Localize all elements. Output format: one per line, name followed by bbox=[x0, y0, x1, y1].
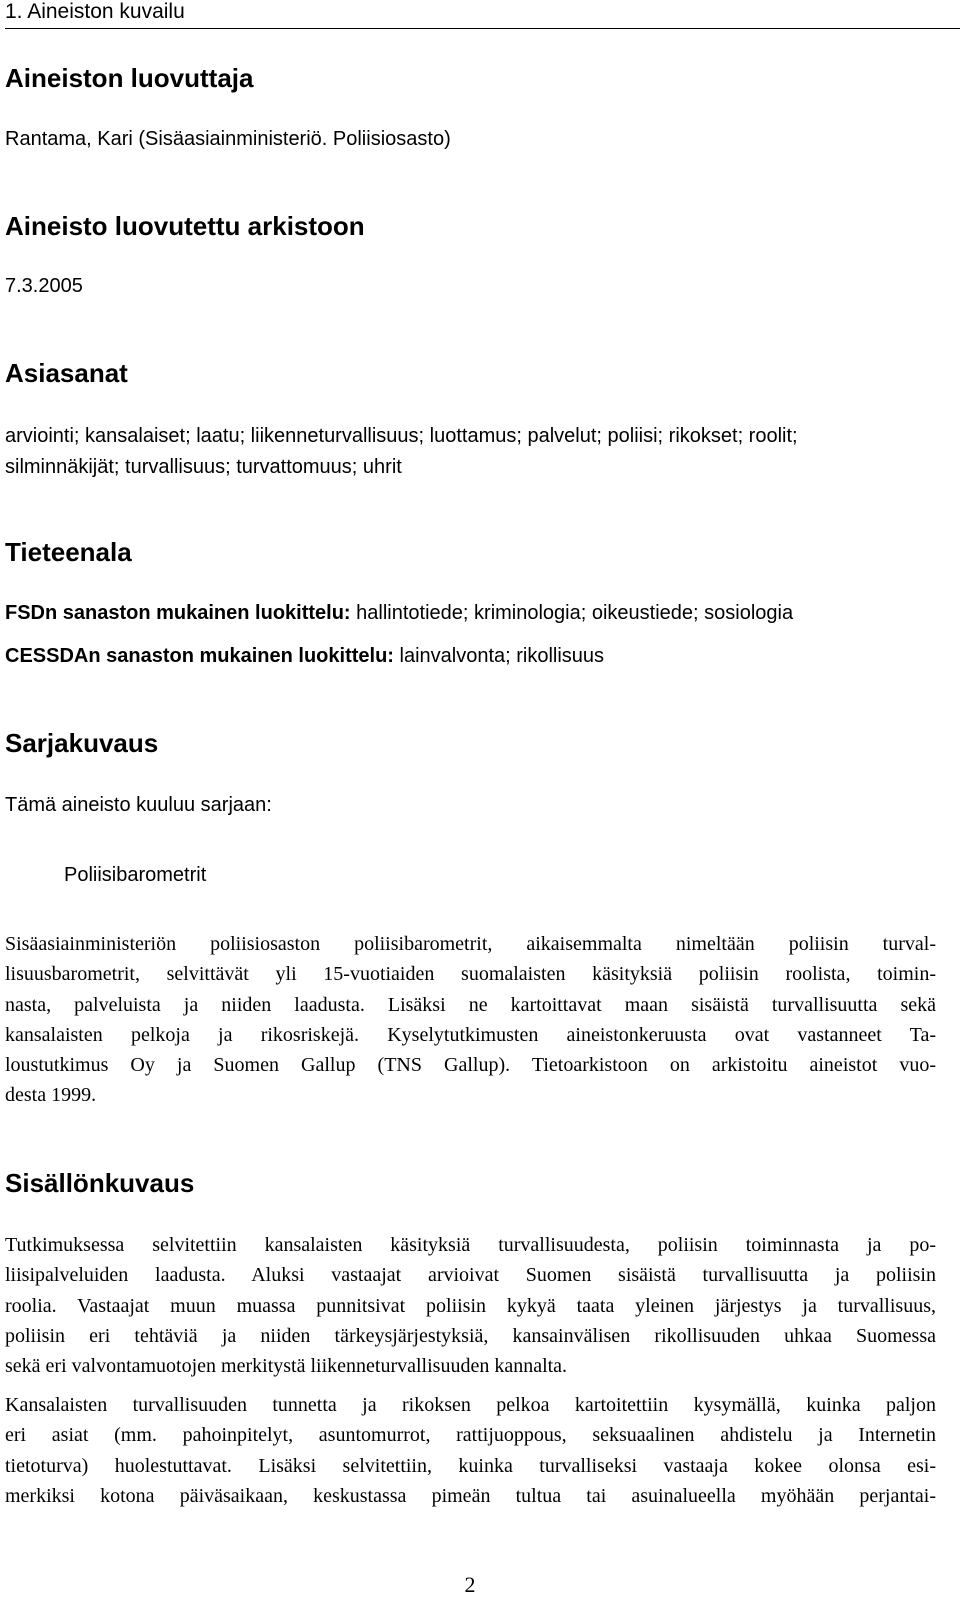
fsd-classification bbox=[5, 598, 955, 628]
heading-sarjakuvaus: Sarjakuvaus bbox=[5, 728, 159, 758]
keywords-line-2: silminnäkijät; turvallisuus; turvattomuus; uhrit bbox=[5, 456, 402, 478]
series-description-line: loustutkimus Oy ja Suomen Gallup (TNS Gallup). Tietoarkistoon on arkistoitu aineistot vuo- bbox=[5, 1054, 936, 1077]
content-paragraph-line: eri asiat (mm. pahoinpitelyt, asuntomurrot, rattijuoppous, seksuaalinen ahdistelu ja Internetin bbox=[5, 1424, 936, 1447]
series-name: Poliisibarometrit bbox=[64, 864, 207, 886]
heading-asiasanat: Asiasanat bbox=[5, 358, 128, 388]
luovutus-date: 7.3.2005 bbox=[5, 275, 83, 297]
fsd-classification-value: hallintotiede; kriminologia; oikeustiede; sosiologia bbox=[356, 602, 794, 624]
content-paragraph-line: poliisin eri tehtäviä ja niiden tärkeysjärjestyksiä, kansainvälisen rikollisuuden uhkaa Suomessa bbox=[5, 1324, 936, 1347]
series-description bbox=[5, 929, 936, 1111]
content-paragraph-1 bbox=[5, 1230, 936, 1381]
series-description-line: lisuusbarometrit, selvittävät yli 15-vuotiaiden suomalaisten käsityksiä poliisin roolista, toimin- bbox=[5, 963, 936, 986]
content-paragraph-line: liisipalveluiden laadusta. Aluksi vastaajat arvioivat Suomen sisäistä turvallisuutta ja poliisin bbox=[5, 1264, 936, 1287]
heading-aineiston-luovuttaja: Aineiston luovuttaja bbox=[5, 63, 254, 93]
content-paragraph-line: tietoturva) huolestuttavat. Lisäksi selvitettiin, kuinka turvalliseksi vastaaja kokee olonsa esi- bbox=[5, 1454, 936, 1477]
cessda-classification bbox=[5, 641, 955, 671]
cessda-classification-label: CESSDAn sanaston mukainen luokittelu: bbox=[5, 645, 394, 667]
luovuttaja-value: Rantama, Kari (Sisäasiainministeriö. Poliisiosasto) bbox=[5, 128, 451, 150]
content-paragraph-line: Tutkimuksessa selvitettiin kansalaisten käsityksiä turvallisuudesta, poliisin toiminnasta ja po- bbox=[5, 1234, 936, 1256]
content-paragraph-line: Kansalaisten turvallisuuden tunnetta ja rikoksen pelkoa kartoitettiin kysymällä, kuinka paljon bbox=[5, 1394, 936, 1416]
heading-tieteenala: Tieteenala bbox=[5, 537, 132, 567]
content-paragraph-line: sekä eri valvontamuotojen merkitystä liikenneturvallisuuden kannalta. bbox=[5, 1355, 568, 1378]
series-description-line: nasta, palveluista ja niiden laadusta. Lisäksi ne kartoittavat maan sisäistä turvallisuutta sekä bbox=[5, 993, 936, 1016]
content-paragraph-2 bbox=[5, 1390, 936, 1511]
running-header: 1. Aineiston kuvailu bbox=[5, 0, 960, 29]
series-description-line: kansalaisten pelkoja ja rikosriskejä. Kyselytutkimusten aineistonkeruusta ovat vastanneet Ta- bbox=[5, 1023, 936, 1046]
series-intro: Tämä aineisto kuuluu sarjaan: bbox=[5, 794, 272, 816]
heading-sisallonkuvaus: Sisällönkuvaus bbox=[5, 1168, 195, 1198]
cessda-classification-value: lainvalvonta; rikollisuus bbox=[399, 645, 605, 667]
keywords-line-1: arviointi; kansalaiset; laatu; liikenneturvallisuus; luottamus; palvelut; poliisi; rikokset; roolit; bbox=[5, 425, 798, 447]
series-description-line: desta 1999. bbox=[5, 1084, 97, 1107]
page-number: 2 bbox=[464, 1572, 476, 1597]
content-paragraph-line: merkiksi kotona päiväsaikaan, keskustassa pimeän tultua tai asuinalueella myöhään perjantai- bbox=[5, 1484, 936, 1507]
fsd-classification-label: FSDn sanaston mukainen luokittelu: bbox=[5, 602, 351, 624]
series-description-line: Sisäasiainministeriön poliisiosaston poliisibarometrit, aikaisemmalta nimeltään poliisin turval- bbox=[5, 933, 936, 955]
heading-luovutettu-arkistoon: Aineisto luovutettu arkistoon bbox=[5, 211, 365, 241]
content-paragraph-line: roolia. Vastaajat muun muassa punnitsivat poliisin kykyä taata yleinen järjestys ja turvallisuus, bbox=[5, 1294, 936, 1317]
